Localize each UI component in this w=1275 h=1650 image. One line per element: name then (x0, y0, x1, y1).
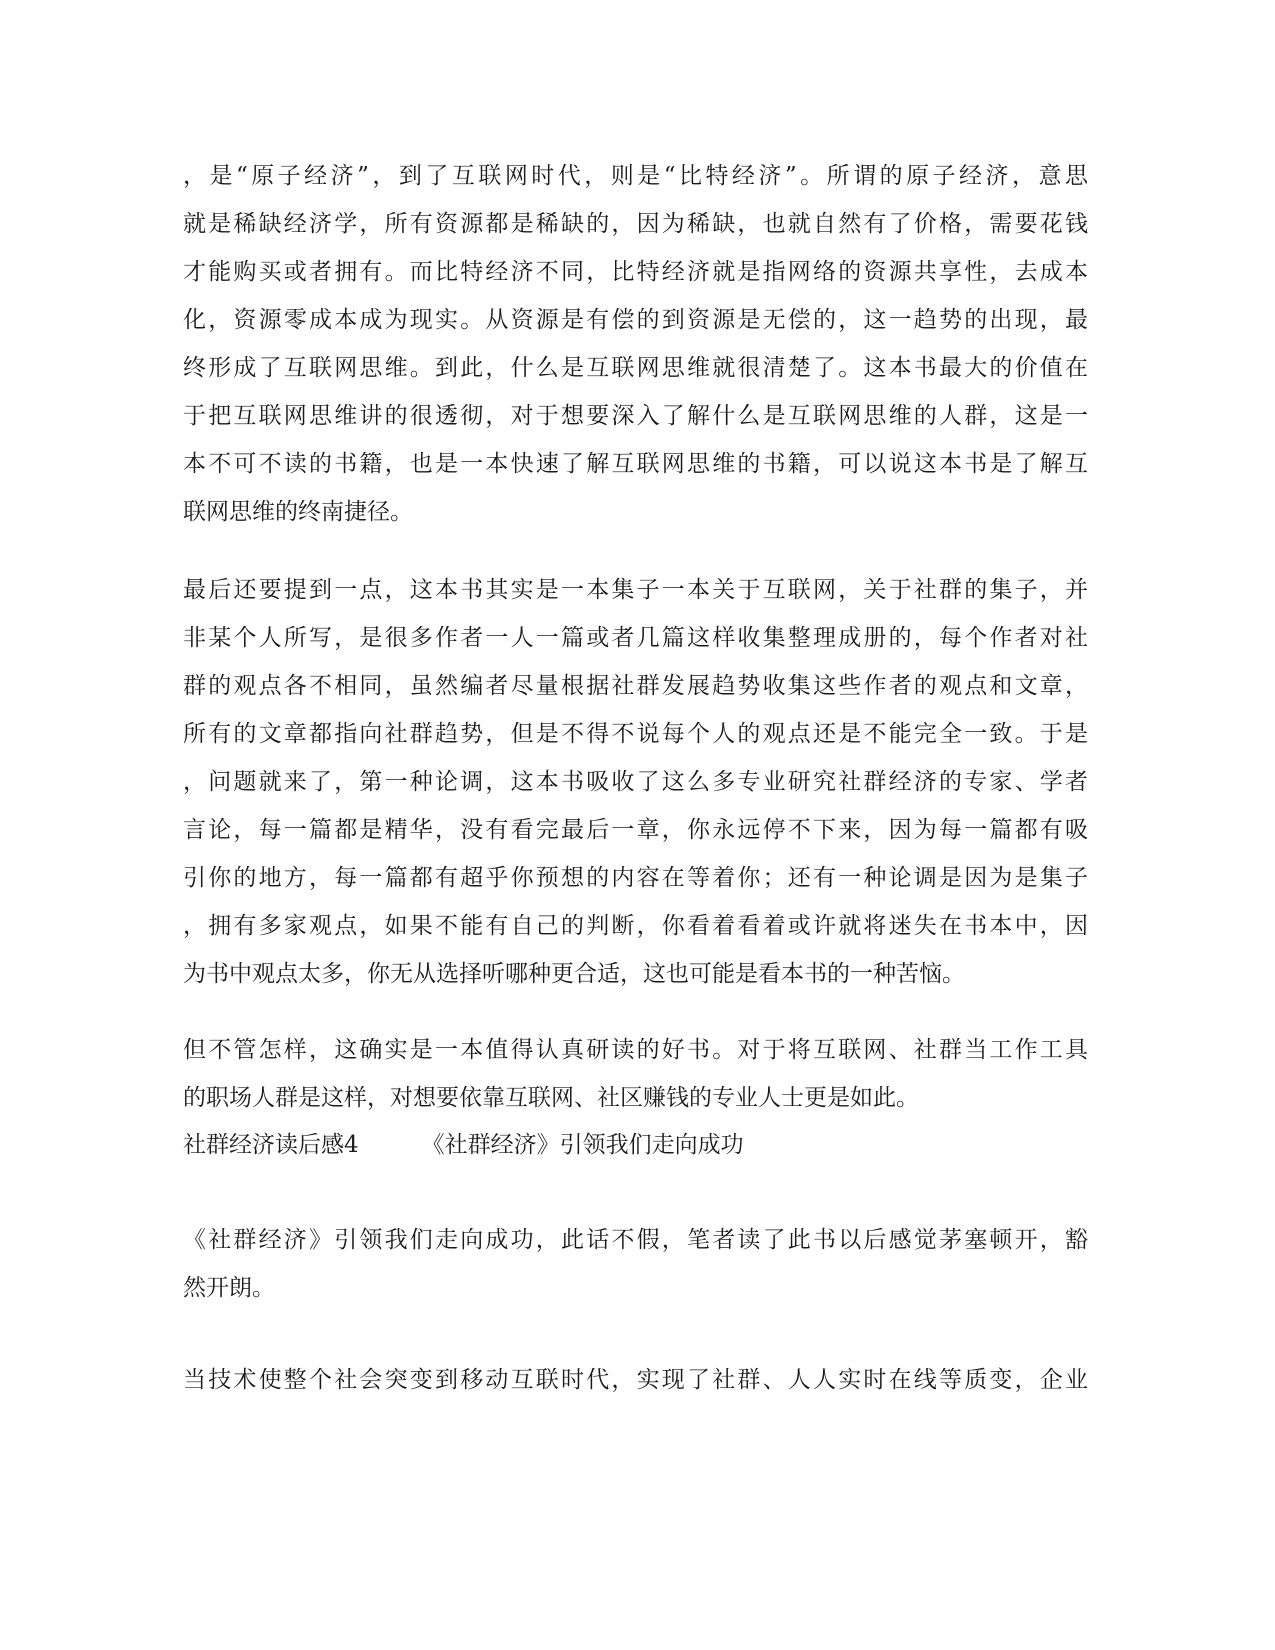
section-heading-title: 《社群经济》引领我们走向成功 (421, 1132, 744, 1158)
paragraph-line: 但不管怎样，这确实是一本值得认真研读的好书。对于将互联网、社群当工作工具 (183, 1037, 1088, 1063)
paragraph-line: 化，资源零成本成为现实。从资源是有偿的到资源是无偿的，这一趋势的出现，最 (183, 307, 1088, 333)
paragraph-line: 的职场人群是这样，对想要依靠互联网、社区赚钱的专业人士更是如此。 (183, 1085, 919, 1111)
paragraph-3 (183, 1026, 1088, 1122)
paragraph-line: 引你的地方，每一篇都有超乎你预想的内容在等着你；还有一种论调是因为是集子 (183, 865, 1088, 891)
paragraph-line: ，问题就来了，第一种论调，这本书吸收了这么多专业研究社群经济的专家、学者 (183, 769, 1088, 795)
section-heading-label: 社群经济读后感4 (183, 1132, 359, 1158)
paragraph-line: 为书中观点太多，你无从选择听哪种更合适，这也可能是看本书的一种苦恼。 (183, 961, 965, 987)
paragraph-2 (183, 566, 1088, 998)
paragraph-line: 才能购买或者拥有。而比特经济不同，比特经济就是指网络的资源共享性，去成本 (183, 259, 1088, 285)
paragraph-1 (183, 152, 1088, 536)
paragraph-line: ，拥有多家观点，如果不能有自己的判断，你看着看着或许就将迷失在书本中，因 (183, 913, 1088, 939)
paragraph-line: 所有的文章都指向社群趋势，但是不得不说每个人的观点还是不能完全一致。于是 (183, 721, 1088, 747)
paragraph-line: ，是“原子经济”，到了互联网时代，则是“比特经济”。所谓的原子经济，意思 (183, 163, 1088, 189)
paragraph-line: 《社群经济》引领我们走向成功，此话不假，笔者读了此书以后感觉茅塞顿开，豁 (183, 1227, 1088, 1253)
paragraph-line: 最后还要提到一点，这本书其实是一本集子一本关于互联网，关于社群的集子，并 (183, 577, 1088, 603)
paragraph-line: 就是稀缺经济学，所有资源都是稀缺的，因为稀缺，也就自然有了价格，需要花钱 (183, 211, 1088, 237)
paragraph-line: 联网思维的终南捷径。 (183, 499, 413, 525)
section-heading (183, 1121, 1088, 1169)
paragraph-line: 当技术使整个社会突变到移动互联时代，实现了社群、人人实时在线等质变，企业 (183, 1367, 1088, 1393)
paragraph-line: 本不可不读的书籍，也是一本快速了解互联网思维的书籍，可以说这本书是了解互 (183, 451, 1088, 477)
paragraph-line: 然开朗。 (183, 1275, 275, 1301)
paragraph-4 (183, 1216, 1088, 1312)
paragraph-5 (183, 1356, 1088, 1404)
paragraph-line: 言论，每一篇都是精华，没有看完最后一章，你永远停不下来，因为每一篇都有吸 (183, 817, 1088, 843)
paragraph-line: 终形成了互联网思维。到此，什么是互联网思维就很清楚了。这本书最大的价值在 (183, 355, 1088, 381)
paragraph-line: 于把互联网思维讲的很透彻，对于想要深入了解什么是互联网思维的人群，这是一 (183, 403, 1088, 429)
paragraph-line: 群的观点各不相同，虽然编者尽量根据社群发展趋势收集这些作者的观点和文章， (183, 673, 1088, 699)
paragraph-line: 非某个人所写，是很多作者一人一篇或者几篇这样收集整理成册的，每个作者对社 (183, 625, 1088, 651)
